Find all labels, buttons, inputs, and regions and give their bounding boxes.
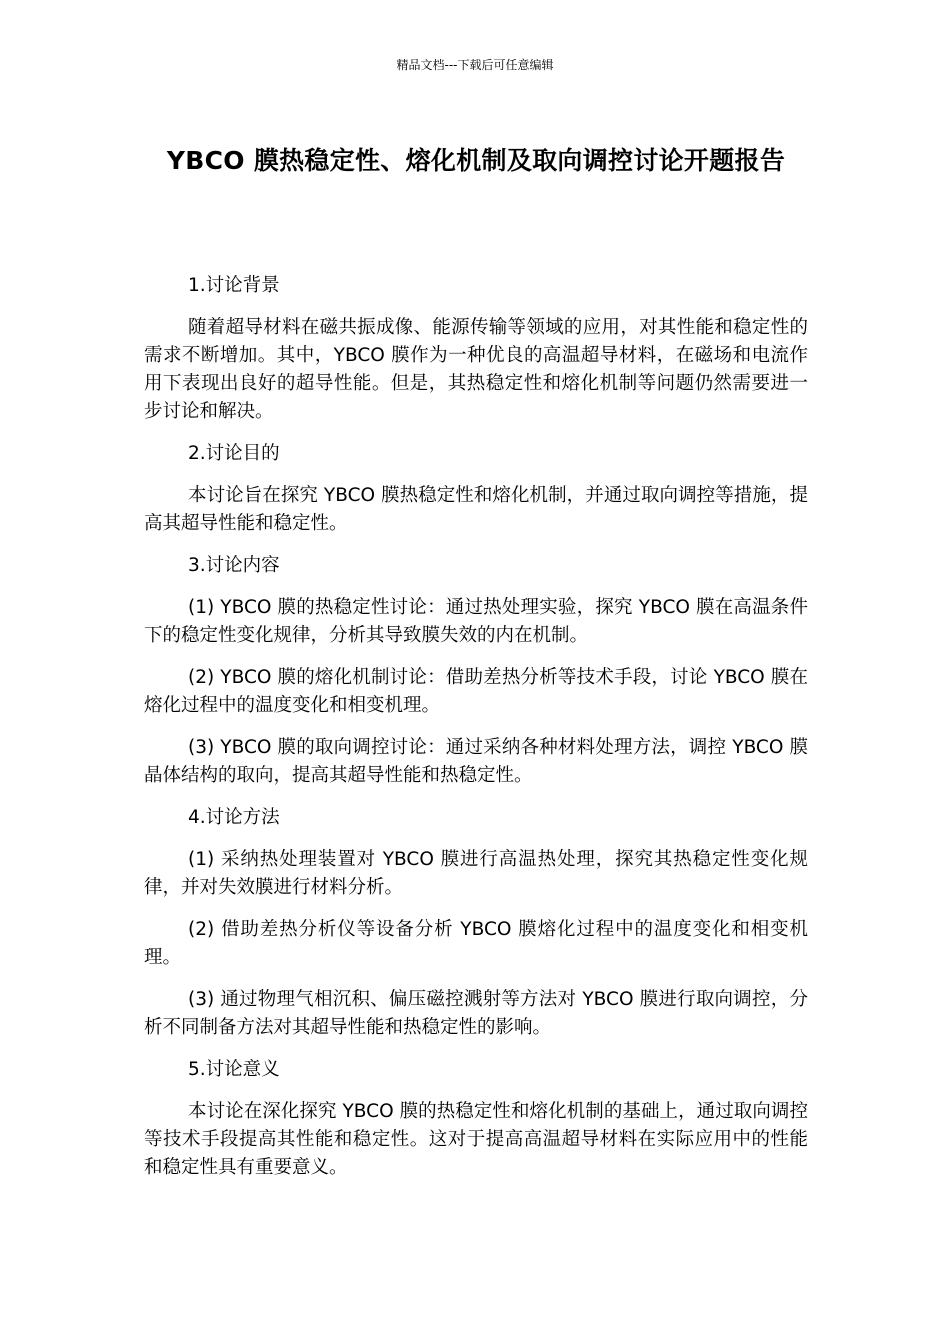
section-heading: 2.讨论目的	[188, 443, 280, 464]
section-methods	[144, 804, 808, 1042]
body-paragraph: 本讨论在深化探究 YBCO 膜的热稳定性和熔化机制的基础上，通过取向调控等技术手段提高其性能和稳定性。这对于提高高温超导材料在实际应用中的性能和稳定性具有重要意义。	[144, 1101, 808, 1178]
body-paragraph: (3) 通过物理气相沉积、偏压磁控溅射等方法对 YBCO 膜进行取向调控，分析不同制备方法对其超导性能和热稳定性的影响。	[144, 989, 808, 1038]
section-heading: 1.讨论背景	[188, 275, 280, 296]
section-heading: 3.讨论内容	[188, 555, 280, 576]
body-paragraph: 本讨论旨在探究 YBCO 膜热稳定性和熔化机制，并通过取向调控等措施，提高其超导性能和稳定性。	[144, 485, 808, 534]
document-title: YBCO 膜热稳定性、熔化机制及取向调控讨论开题报告	[166, 146, 786, 175]
body-paragraph: (3) YBCO 膜的取向调控讨论：通过采纳各种材料处理方法，调控 YBCO 膜晶体结构的取向，提高其超导性能和热稳定性。	[144, 737, 808, 786]
section-heading: 5.讨论意义	[188, 1059, 280, 1080]
section-background	[144, 272, 808, 426]
body-paragraph: (2) 借助差热分析仪等设备分析 YBCO 膜熔化过程中的温度变化和相变机理。	[144, 919, 808, 968]
body-paragraph: (2) YBCO 膜的熔化机制讨论：借助差热分析等技术手段，讨论 YBCO 膜在熔化过程中的温度变化和相变机理。	[144, 667, 808, 716]
section-purpose	[144, 440, 808, 538]
page-header: 精品文档---下载后可任意编辑	[396, 58, 554, 72]
body-paragraph: 随着超导材料在磁共振成像、能源传输等领域的应用，对其性能和稳定性的需求不断增加。其中，YBCO 膜作为一种优良的高温超导材料，在磁场和电流作用下表现出良好的超导性能。但是，其热稳定性和熔化机制等问题仍然需要进一步讨论和解决。	[144, 317, 808, 422]
section-significance	[144, 1056, 808, 1182]
section-heading: 4.讨论方法	[188, 807, 280, 828]
document-body	[144, 272, 808, 1196]
body-paragraph: (1) YBCO 膜的热稳定性讨论：通过热处理实验，探究 YBCO 膜在高温条件下的稳定性变化规律，分析其导致膜失效的内在机制。	[144, 597, 808, 646]
section-content	[144, 552, 808, 790]
body-paragraph: (1) 采纳热处理装置对 YBCO 膜进行高温热处理，探究其热稳定性变化规律，并对失效膜进行材料分析。	[144, 849, 808, 898]
